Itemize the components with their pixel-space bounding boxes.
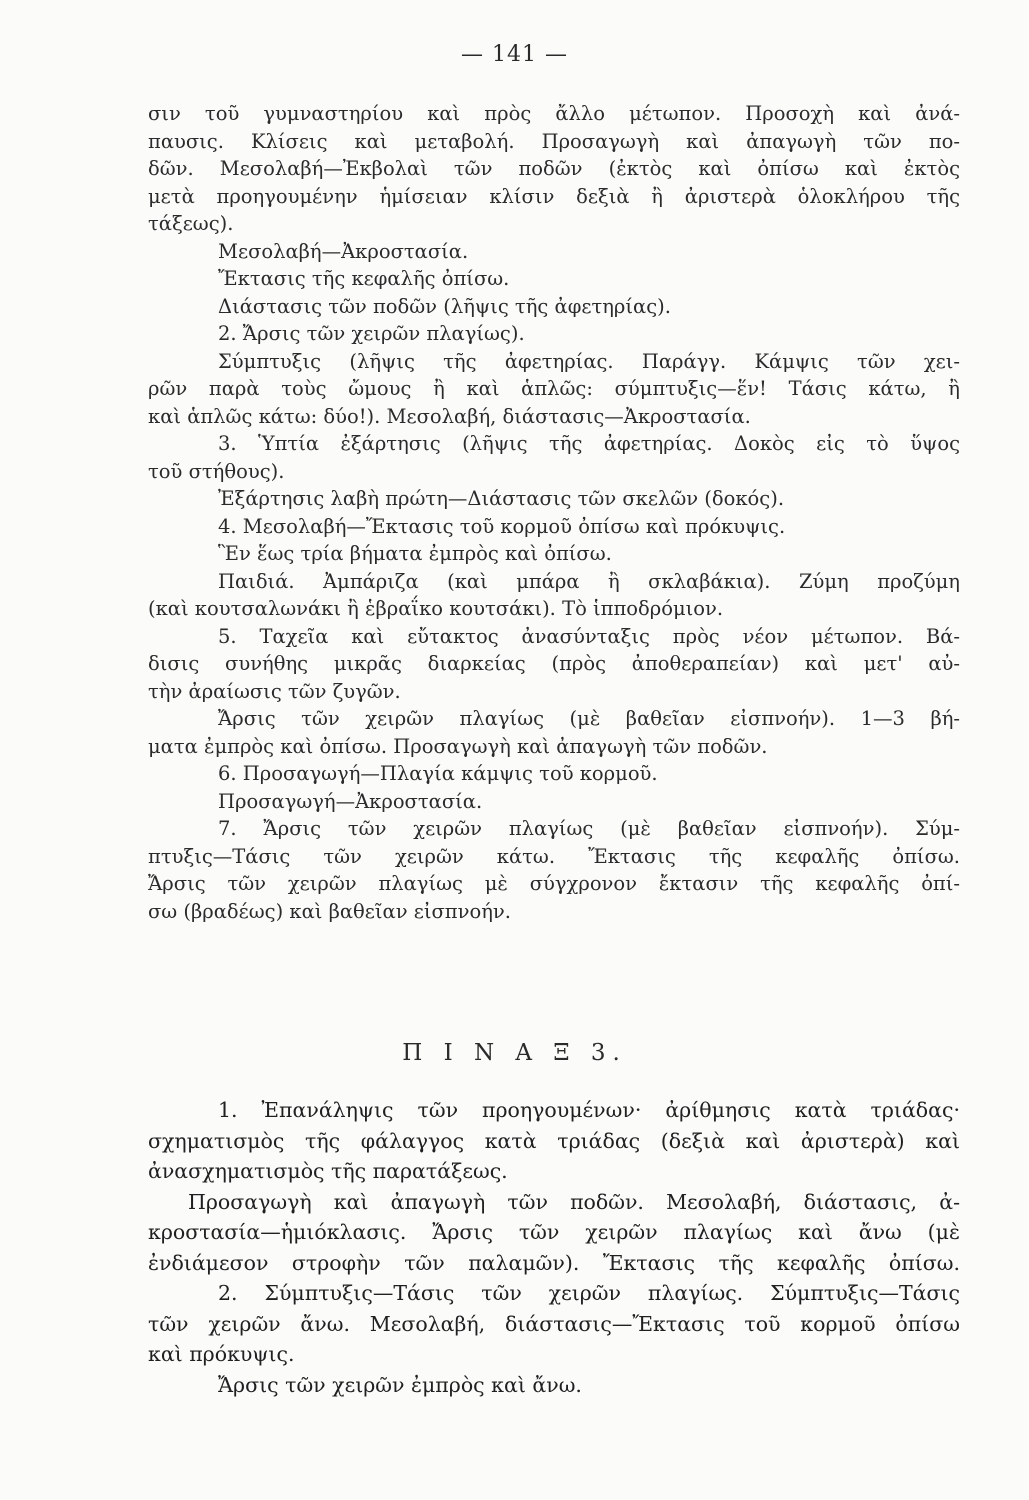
text-line: παυσις. Κλίσεις καὶ μεταβολή. Προσαγωγὴ καὶ ἀπαγωγὴ τῶν πο- <box>148 129 960 153</box>
text-line: σιν τοῦ γυμναστηρίου καὶ πρὸς ἄλλο μέτωπον. Προσοχὴ καὶ ἀνά- <box>148 102 960 125</box>
text-line: Παιδιά. Ἀμπάριζα (καὶ μπάρα ἢ σκλαβάκια). Ζύμη προζύμη <box>218 569 960 593</box>
text-line: 2. Ἄρσις τῶν χειρῶν πλαγίως). <box>218 322 525 345</box>
text-line: Ἔκτασις τῆς κεφαλῆς ὀπίσω. <box>218 267 510 290</box>
text-line: Σύμπτυξις (λῆψις τῆς ἀφετηρίας. Παράγγ. Κάμψις τῶν χει- <box>218 349 960 373</box>
text-line: κροστασία—ἡμιόκλασις. Ἄρσις τῶν χειρῶν πλαγίως καὶ ἄνω (μὲ <box>148 1220 960 1244</box>
page-number: — 141 — <box>461 42 568 67</box>
text-line: δισις συνήθης μικρᾶς διαρκείας (πρὸς ἀποθεραπείαν) καὶ μετ' αὐ- <box>148 652 960 675</box>
text-block-upper <box>148 100 960 925</box>
text-line: καὶ ἁπλῶς κάτω: δύο!). Μεσολαβή, διάστασις—Ἀκροστασία. <box>148 404 751 428</box>
text-line: τάξεως). <box>148 212 234 235</box>
text-line: τὴν ἀραίωσις τῶν ζυγῶν. <box>148 679 401 703</box>
text-line: 3. Ὑπτία ἐξάρτησις (λῆψις τῆς ἀφετηρίας. Δοκὸς εἰς τὸ ὕψος <box>218 432 960 455</box>
text-line: μετὰ προηγουμένην ἡμίσειαν κλίσιν δεξιὰ ἢ ἀριστερὰ ὁλοκλήρου τῆς <box>148 184 960 208</box>
text-line: Μεσολαβή—Ἀκροστασία. <box>218 239 469 263</box>
text-line: Ἓν ἕως τρία βήματα ἐμπρὸς καὶ ὀπίσω. <box>218 542 612 565</box>
text-line: ρῶν παρὰ τοὺς ὤμους ἢ καὶ ἁπλῶς: σύμπτυξις—ἕν! Τάσις κάτω, ἢ <box>148 377 960 400</box>
text-line: Προσαγωγή—Ἀκροστασία. <box>218 789 483 813</box>
text-line: Ἐξάρτησις λαβὴ πρώτη—Διάστασις τῶν σκελῶν (δοκός). <box>218 487 785 510</box>
text-line: 7. Ἄρσις τῶν χειρῶν πλαγίως (μὲ βαθεῖαν εἰσπνοήν). Σύμ- <box>218 817 960 840</box>
text-line: ἐνδιάμεσον στροφὴν τῶν παλαμῶν). Ἔκτασις τῆς κεφαλῆς ὀπίσω. <box>148 1250 960 1275</box>
text-line: σω (βραδέως) καὶ βαθεῖαν εἰσπνοήν. <box>148 899 511 923</box>
text-line: σχηματισμὸς τῆς φάλαγγος κατὰ τριάδας (δεξιὰ καὶ ἀριστερὰ) καὶ <box>148 1128 960 1153</box>
text-line: ματα ἐμπρὸς καὶ ὀπίσω. Προσαγωγὴ καὶ ἀπαγωγὴ τῶν ποδῶν. <box>148 734 768 758</box>
text-line: 1. Ἐπανάληψις τῶν προηγουμένων· ἀρίθμησις κατὰ τριάδας· <box>218 1098 960 1122</box>
text-line: τῶν χειρῶν ἄνω. Μεσολαβή, διάστασις—Ἔκτασις τοῦ κορμοῦ ὀπίσω <box>148 1311 960 1336</box>
section-heading: Π Ι Ν Α Ξ 3. <box>402 1040 627 1066</box>
text-block-lower <box>148 1095 960 1400</box>
text-line: δῶν. Μεσολαβή—Ἐκβολαὶ τῶν ποδῶν (ἐκτὸς καὶ ὀπίσω καὶ ἐκτὸς <box>148 157 960 180</box>
text-line: (καὶ κουτσαλωνάκι ἢ ἑβραΐκο κουτσάκι). Τὸ ἱπποδρόμιον. <box>148 597 724 620</box>
text-line: πτυξις—Τάσις τῶν χειρῶν κάτω. Ἔκτασις τῆς κεφαλῆς ὀπίσω. <box>148 844 960 868</box>
text-line: Προσαγωγὴ καὶ ἀπαγωγὴ τῶν ποδῶν. Μεσολαβή, διάστασις, ἀ- <box>188 1189 960 1214</box>
text-line: 2. Σύμπτυξις—Τάσις τῶν χειρῶν πλαγίως. Σύμπτυξις—Τάσις <box>218 1281 960 1305</box>
text-line: καὶ πρόκυψις. <box>148 1342 295 1366</box>
text-line: 4. Μεσολαβή—Ἔκτασις τοῦ κορμοῦ ὀπίσω καὶ πρόκυψις. <box>218 514 786 538</box>
text-line: Ἄρσις τῶν χειρῶν πλαγίως (μὲ βαθεῖαν εἰσπνοήν). 1—3 βή- <box>218 707 960 730</box>
text-line: ἀνασχηματισμὸς τῆς παρατάξεως. <box>148 1159 508 1183</box>
text-line: Ἄρσις τῶν χειρῶν πλαγίως μὲ σύγχρονον ἔκτασιν τῆς κεφαλῆς ὀπί- <box>148 872 960 895</box>
text-line: Διάστασις τῶν ποδῶν (λῆψις τῆς ἀφετηρίας). <box>218 294 671 318</box>
text-line: 6. Προσαγωγή—Πλαγία κάμψις τοῦ κορμοῦ. <box>218 762 658 785</box>
text-line: Ἄρσις τῶν χειρῶν ἐμπρὸς καὶ ἄνω. <box>218 1372 582 1397</box>
text-line: 5. Ταχεῖα καὶ εὔτακτος ἀνασύνταξις πρὸς νέον μέτωπον. Βά- <box>218 624 960 648</box>
text-line: τοῦ στήθους). <box>148 459 285 483</box>
